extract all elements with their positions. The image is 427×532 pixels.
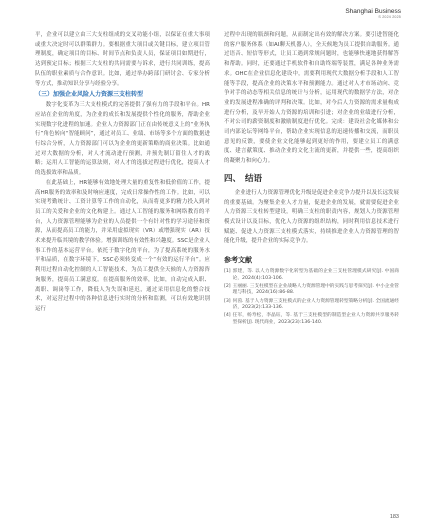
section-title-text: 结语 — [245, 173, 263, 184]
subsection-heading: （三）加强企业风险人力资源三支柱转型 — [35, 91, 144, 99]
reference-text: 郭建，等. 以人力资源数字化转型为基础的企业三支柱管理模式研究[J]. 中国商论，2024(4):103-106. — [232, 269, 399, 281]
right-column — [224, 31, 399, 328]
reference-item — [224, 284, 399, 297]
reference-text: 王丽丽. 三支柱模型在企业战略人力资源管理中的实践与思考探究[J]. 中小企业管理与科技，2024(16):86-88. — [232, 283, 399, 296]
reference-item — [224, 269, 399, 282]
publication-meta: S 2024 2025 — [378, 15, 401, 19]
paragraph: 过程中出现的瓶颈和问题，从而制定出有效的解决方案。要引进智能化的客户服务体系（如AI聊天机器人），全天候地为员工提供自助服务。通过语音、短信等形式，让员工遇到常规问题时，也能够快速地获得解答和帮助。同时，还要通过手机软件和自助终端等装置，满足各种业务需求。OHC在企业信息化建设中，需要利用现代大数据分析手段和人工智能等手段，提高企业的决策水平和预测能力。通过对人才市场动向、竞争对手的动态等相关信息的统计与分析，运用现代的数据学方法，对企业的发展进程准确的评判和决策。比如，对今后人力资源的需求量构成进行分析，及早开始人力资源的培训和引进；对企业的业绩进行分析，不对公司的薪资制度和激励制度进行优化。完成：建设社会化媒体和公司内部论坛等网络平台，帮助企业实现信息的迅速传播和交流，而职员意见的反馈，要使企业文化能够起到更好的作用，要建立员工的满意度、建言献策度、推动企业的文化主流的更新，并提供一些，提高组织的凝聚力和向心力。 — [224, 32, 399, 165]
page-number: 183 — [389, 514, 399, 520]
reference-item — [224, 313, 399, 326]
reference-text: 任军，杨寿松，李晶钰，等. 基于三支柱模型的制造型企业人力资源共享服务转型探析[J]. 现代商业，2023(23):136-140. — [232, 313, 399, 325]
paragraph: 企业进行人力资源管理优化升级是促进企业竞争力提升以及长远发展的重要基础。为聚集企业人才力量，促进企业的发展，就需要促进企业人力资源三支柱转型建设，明确三支柱的职责内容，规划人力资源管理模式设计以及目标，优化人力资源的组织结构，同时利用信息技术进行赋能、促进人力资源三支柱模式落实，持续推进企业人力资源管理的智能化升级，提升企业的实际竞争力。 — [224, 189, 399, 245]
paragraph: 平，企业可以建立由三大支柱组成的交叉功能小组，以保证在重大事项或重大决定时可以群策群力。要根据重大项目或关键目标，建立项目管理制度，确定项目的目标、时间节点和负责人员，保证项目如期进行，达到预定目标；根据三大支柱的共同需要与诉求，进行共同训练，提高队伍的职业素质与合作意识。比如，通过举办跨部门研讨会、专家分析等方式，推动知识分享与经验分享。 — [35, 32, 210, 87]
reference-index: [4] — [224, 313, 231, 319]
paragraph: 在此基础上，HR能够有效地处理大量的重复性和低价值的工作，提高HR服务的效率和及时响应速度，完成日常操作性的工作。比如，可以实现考勤统计、工资计算等工作的自动化，从而将更多的精力投入到对员工的关爱和企业的文化构建上。通过人工智能的服务和网络教育的平台，人力资源管理能够为企业的人员提供一个有针对性的学习途径和资源，从而提高员工的能力，并采用虚拟现实（VR）或增强现实（AR）技术来提升临其境的教学体验。增强训练的有效性和兴趣度。SSC是企业人事工作的基本运营平台。依托于数字化的平台，为了提高系统的服务水平和品质，在数字环境下，SSC必须转变成一个“有效的运行平台”。应利用过程自动化控制的人工智能技术，为员工提供全天候的人力资源咨询服务，提高员工满意度。在提高服务的效率，比如，自动完成入职、离职、调岗等工作，降低人为失误和延迟，通过采用信息化的整合技术，对运营过程中的各种信息进行实时的分析和监测，可以有效地识别运行 — [35, 179, 210, 312]
journal-header — [345, 8, 401, 20]
section-heading — [224, 173, 399, 185]
reference-text: 何茵. 基于人力资源三支柱模式的企业人力资源管理转型策略分析[J]. 全国流通经济，2023(2):133-136. — [232, 298, 399, 311]
reference-index: [3] — [224, 298, 231, 304]
section-number: 四、 — [224, 173, 242, 184]
left-column — [35, 31, 210, 315]
reference-index: [2] — [224, 283, 231, 289]
paragraph: 数字化变革为三大支柱模式的完善提供了强有力的手段和平台。HR应站在企业的角度，为企业的成长和发展提供个性化的服务，帮助企业实现数字化进程的加速。企业人力资源部门正在由传统意义上的“业务执行”角色转向“智能顾问”，通过对员工、业绩、市场等多个方面的数据进行综合分析，人力资源部门可以为企业的更新策略的商业决策。比如通过对大数据的分析，对人才流动进行预测，并预先制订留住人才的战略；运用人工智能的运算法则，对人才的选拔过程进行优化，提高人才的选拔效率和品质。 — [35, 102, 210, 177]
publication-title: Shanghai Business — [345, 8, 401, 15]
references-heading: 参考文献 — [224, 256, 252, 265]
reference-item — [224, 299, 399, 312]
reference-index: [1] — [224, 269, 231, 275]
